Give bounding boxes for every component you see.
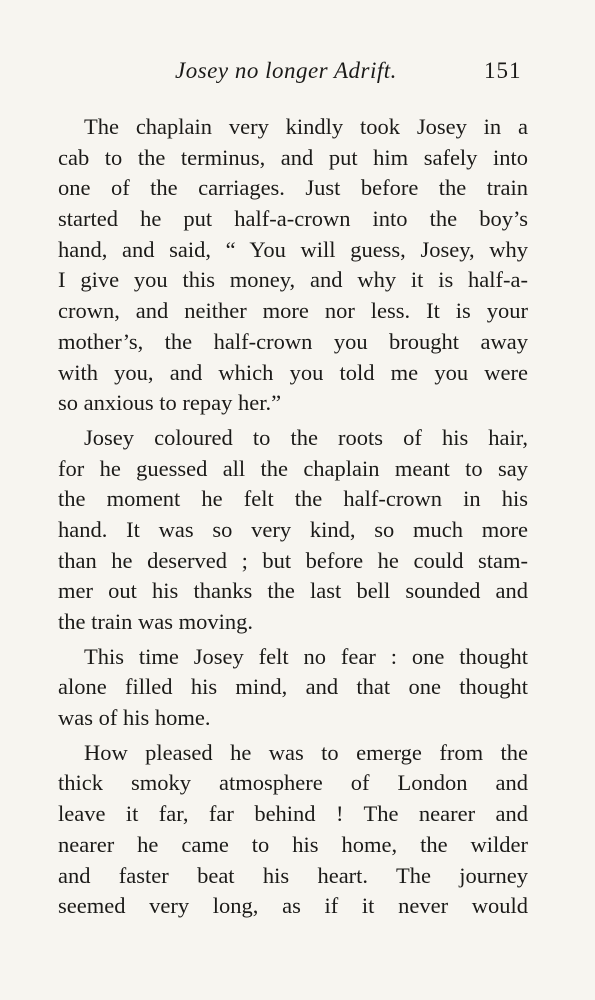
text-line: the train was moving. (58, 609, 253, 634)
text-line: hand, and said, “ You will guess, Josey, why (58, 236, 528, 262)
paragraph (58, 738, 528, 922)
text-line: alone filled his mind, and that one thought (58, 674, 528, 700)
text-line: Josey coloured to the roots of his hair, (84, 424, 528, 450)
page-number: 151 (484, 58, 522, 83)
text-line: and faster beat his heart. The journey (58, 862, 528, 888)
text-line: seemed very long, as if it never would (58, 893, 528, 919)
running-head (0, 58, 595, 98)
text-line: thick smoky atmosphere of London and (58, 770, 528, 796)
paragraph (58, 423, 528, 638)
text-line: I give you this money, and why it is half-a- (58, 267, 528, 293)
text-line: mother’s, the half-crown you brought away (58, 328, 528, 354)
paragraph (58, 112, 528, 419)
body-text (58, 112, 528, 926)
text-line: cab to the terminus, and put him safely into (58, 144, 528, 170)
text-line: This time Josey felt no fear : one thought (84, 643, 528, 669)
paragraph (58, 642, 528, 734)
text-line: one of the carriages. Just before the train (58, 175, 528, 201)
text-line: the moment he felt the half-crown in his (58, 486, 528, 512)
text-line: hand. It was so very kind, so much more (58, 516, 528, 542)
text-line: than he deserved ; but before he could stam- (58, 547, 528, 573)
text-line: mer out his thanks the last bell sounded and (58, 578, 528, 604)
text-line: started he put half-a-crown into the boy’s (58, 206, 528, 232)
text-line: with you, and which you told me you were (58, 359, 528, 385)
text-line: was of his home. (58, 705, 211, 731)
text-line: leave it far, far behind ! The nearer and (58, 801, 528, 827)
text-line: The chaplain very kindly took Josey in a (84, 114, 528, 139)
text-line: How pleased he was to emerge from the (84, 739, 528, 765)
text-line: crown, and neither more nor less. It is your (58, 298, 528, 324)
running-head-title: Josey no longer Adrift. (175, 58, 397, 83)
text-line: for he guessed all the chaplain meant to say (58, 455, 528, 481)
text-line: nearer he came to his home, the wilder (58, 831, 528, 857)
text-line: so anxious to repay her.” (58, 390, 282, 416)
